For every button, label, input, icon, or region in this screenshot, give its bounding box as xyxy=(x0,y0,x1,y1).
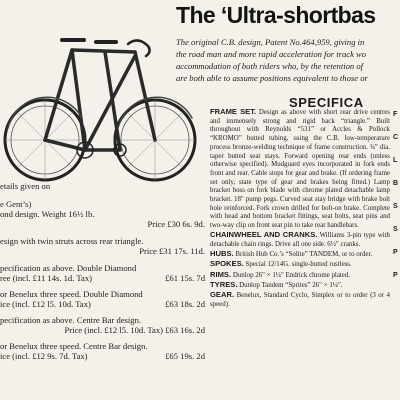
model-line: ice (incl. £12 l5. 10d. Tax) xyxy=(0,299,91,309)
model-price: Price £31 17s. 11d. xyxy=(139,246,205,256)
edge-letter: C xyxy=(393,134,399,141)
edge-letter: S xyxy=(393,203,398,210)
spec-item xyxy=(210,108,390,231)
model-price: Price £30 6s. 9d. xyxy=(147,219,205,229)
spec-item xyxy=(210,281,390,291)
spec-item xyxy=(210,231,390,249)
model-line: ree (incl. £11 14s. 1d. Tax) xyxy=(0,273,92,283)
intro-line: are both able to assume positions equivalent to those or xyxy=(176,73,368,83)
model-line: or Benelux three speed. Centre Bar design. xyxy=(0,341,148,351)
spec-text: Dunlop 26″ × 1¼″ Endrick chrome plated. xyxy=(232,271,351,279)
spec-text: Dunlop Tandem “Sprites” 26″ × 1¼″. xyxy=(239,281,343,289)
model-line: pecification as above. Centre Bar design. xyxy=(0,315,142,325)
model-line: ice (incl. £12 9s. 7d. Tax) xyxy=(0,351,88,361)
spec-label: SPOKES. xyxy=(210,259,244,269)
cropped-column-edge xyxy=(393,108,400,292)
edge-letter: B xyxy=(393,180,399,187)
model-line: e Gent’s) xyxy=(0,199,32,209)
intro-line: accommodation of both riders who, by the retention of xyxy=(176,61,364,71)
spec-text: Benelux, Standard Cyclo, Simplex or to order (3 or 4 speed). xyxy=(210,292,390,308)
model-line: esign with twin struts across rear triangle. xyxy=(0,236,144,246)
spec-text: Design as above with short rear drive centres and immensely strong and rigid back “triangle.” Built throughout with Reynolds “531” or Accles & Pollock “KROMO” butted tubing, using the C.B. low-temperature process bronze-welding technique of frame construction. ¾″ dia. taper butted seat stays. Forward opening rear ends (unless otherwise specified). Mudguard eyes incorporated in fork ends front and rear. Cable stops for gear and brake. (If ordering frame set only, state type of gear and brakes being fitted.) Lamp bracket boss on fork blade with chrome plated detachable lamp bracket. 18″ pump pegs. Curved seat stay bridge with brake bolt hole reinforced. Fork crown drilled for bolt-on brake. Complete with head and bottom bracket fittings, seat bolts, seat pins and two-way clip on front seat pin to take rear handlebars. xyxy=(210,109,390,230)
specification-list xyxy=(210,108,390,310)
model-price: £63 18s. 2d xyxy=(165,299,205,309)
spec-label: RIMS. xyxy=(210,269,232,279)
intro-line: The original C.B. design, Patent No.464,959, giving in xyxy=(176,37,365,47)
edge-letter: P xyxy=(393,272,398,279)
spec-label: HUBS. xyxy=(210,249,234,259)
intro-line: the road man and more rapid acceleration for track wo xyxy=(176,49,367,59)
spec-text: Williams 3-pin type with detachable chain rings. Drive all one side. 6½″ cranks. xyxy=(210,232,391,249)
model-price: £65 19s. 2d xyxy=(165,351,205,361)
page-title: The ‘Ultra-shortbas xyxy=(176,2,376,28)
edge-letter: F xyxy=(393,111,398,118)
edge-letter: S xyxy=(393,226,398,233)
model-line: or Benelux three speed. Double Diamond xyxy=(0,289,143,299)
spec-text: British Hub Co.’s “Solite” TANDEM, or to order. xyxy=(235,251,373,259)
specification-heading: SPECIFICA xyxy=(289,95,364,110)
model-line: ond design. Weight 16½ lb. xyxy=(0,209,95,219)
spec-label: FRAME SET. xyxy=(210,107,257,116)
spec-item xyxy=(210,291,390,309)
model-price: Price (incl. £12 l5. 10d. Tax) £63 16s. 2d xyxy=(64,325,205,335)
spec-item xyxy=(210,260,390,270)
spec-text: Special 12/14G. single-butted rustless. xyxy=(245,261,352,269)
edge-letter: P xyxy=(393,249,398,256)
spec-label: GEAR. xyxy=(210,290,235,300)
spec-label: TYRES. xyxy=(210,279,238,289)
model-line: pecification as above. Double Diamond xyxy=(0,263,137,273)
spec-label: CHAINWHEEL AND CRANKS. xyxy=(210,230,318,240)
edge-letter: L xyxy=(393,157,398,164)
tandem-bicycle-photo xyxy=(0,0,210,185)
model-price: £61 15s. 7d xyxy=(165,273,205,283)
model-line: etails given on xyxy=(0,181,51,191)
